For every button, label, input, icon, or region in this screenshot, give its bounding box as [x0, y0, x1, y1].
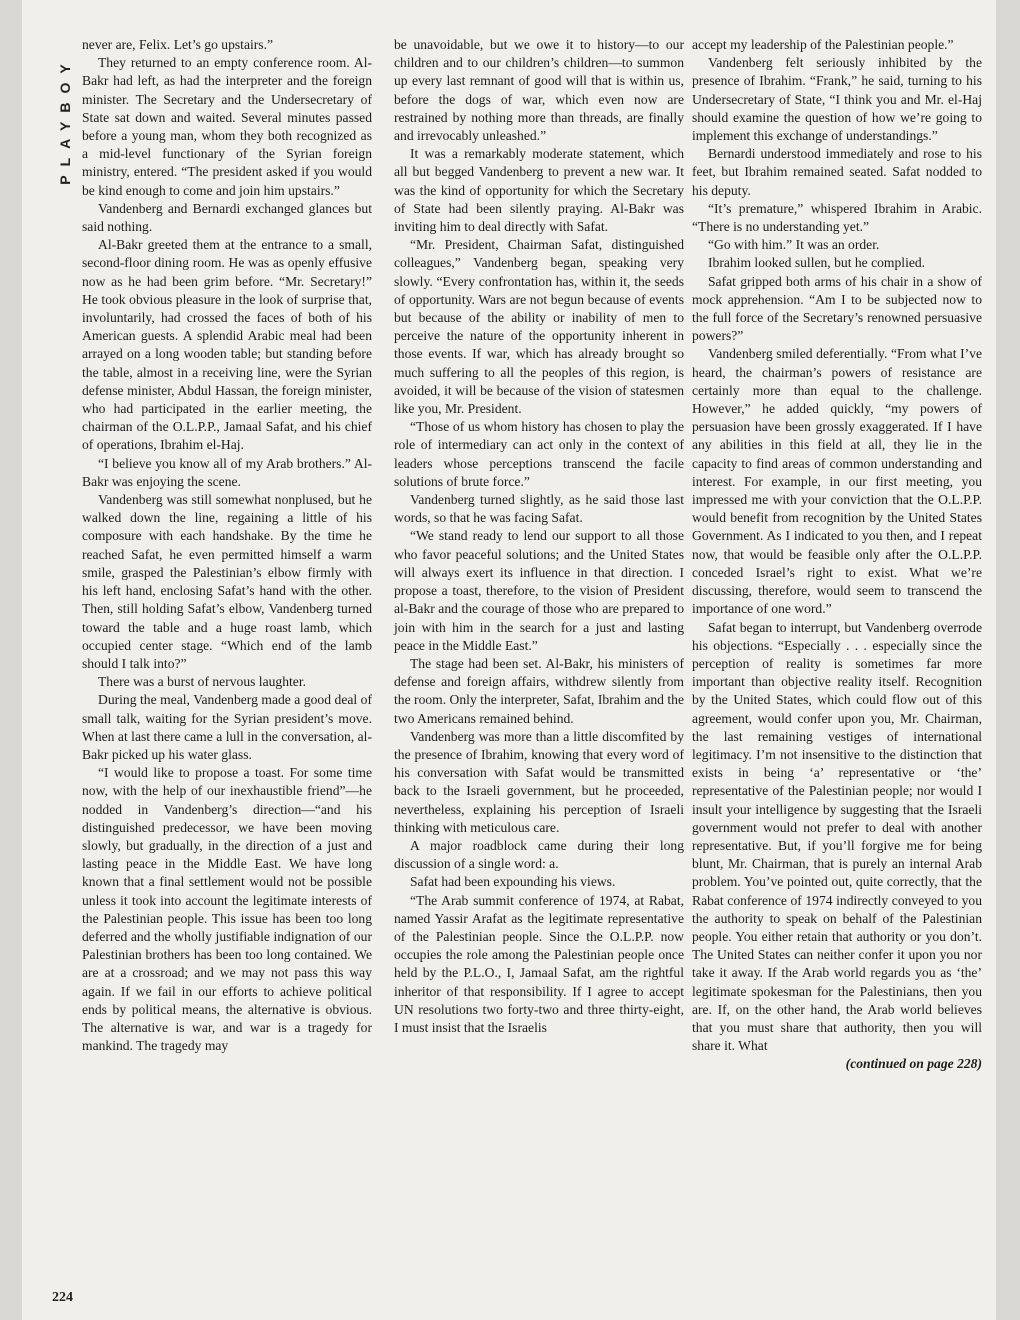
paragraph: Vandenberg felt seriously inhibited by the presence of Ibrahim. “Frank,” he said, turning to his Undersecretary of State, “I think you and Mr. el-Haj should examine the question of how we’re going to implement this exchange of understandings.” [692, 55, 982, 144]
paragraph: It was a remarkably moderate statement, which all but begged Vandenberg to prevent a new war. It was the kind of opportunity for which the Secretary of State had been silently praying. Al-Bakr was inviting him to deal directly with Safat. [394, 146, 684, 235]
paragraph: Safat gripped both arms of his chair in a show of mock apprehension. “Am I to be subjected now to the full force of the Secretary’s renowned persuasive powers?” [692, 273, 982, 344]
masthead [54, 40, 76, 200]
paragraph: They returned to an empty conference room. Al-Bakr had left, as had the interpreter and the foreign minister. The Secretary and the Undersecretary of State sat down and waited. Several minutes passed before a young man, whom they both recognized as a mid-level functionary of the Syrian foreign ministry, entered. “The president asked if you would be kind enough to come and join him upstairs.” [82, 55, 372, 198]
paragraph: “I believe you know all of my Arab brothers.” Al-Bakr was enjoying the scene. [82, 455, 372, 489]
page-number: 224 [52, 1290, 73, 1305]
magazine-page [22, 0, 996, 1320]
paragraph: Vandenberg was still somewhat nonplused, but he walked down the line, regaining a little of his composure with each handshake. By the time he reached Safat, he even permitted himself a warm smile, grasped the Palestinian’s elbow firmly with his left hand, enclosing Safat’s hand with the other. Then, still holding Safat’s elbow, Vandenberg turned toward the table and a huge roast lamb, which occupied center stage. “Which end of the lamb should I talk into?” [82, 492, 372, 671]
column-3 [692, 36, 982, 1074]
continuation-note: (continued on page 228) [845, 1056, 982, 1072]
paragraph: Vandenberg turned slightly, as he said those last words, so that he was facing Safat. [394, 492, 684, 526]
paragraph: “I would like to propose a toast. For some time now, with the help of our inexhaustible friend”—he nodded in Vandenberg’s direction—“and his distinguished predecessor, we have been moving slowly, but gradually, in the direction of a just and lasting peace in the Middle East. We have long known that a final settlement would not be possible unless it took into account the legitimate interests of the Palestinian people. This issue has been too long deferred and the wholly justifiable indignation of our Palestinian brothers has been too long contained. We are at a crossroad; and we may not pass this way again. If we fail in our efforts to achieve political ends by political means, the alternative is obvious. The alternative is war, and war is a tragedy for mankind. The tragedy may [82, 765, 372, 1054]
paragraph: “The Arab summit conference of 1974, at Rabat, named Yassir Arafat as the legitimate representative of the Palestinian people. Since the O.L.P.P. now occupies the role among the Palestinian people once held by the P.L.O., I, Jamaal Safat, am the rightful inheritor of that responsibility. If I agree to accept UN resolutions two forty-two and three thirty-eight, I must insist that the Israelis [394, 892, 684, 1035]
paragraph: Vandenberg and Bernardi exchanged glances but said nothing. [82, 200, 372, 235]
paragraph: Vandenberg was more than a little discomfited by the presence of Ibrahim, knowing that every word of his conversation with Safat would be transmitted back to the Israeli government, but he proceeded, nevertheless, explaining his perception of Israeli thinking with meticulous care. [394, 728, 684, 835]
paragraph: “Those of us whom history has chosen to play the role of intermediary can act only in the context of leaders whose perceptions transcend the facile solutions of brute force.” [394, 419, 684, 489]
paragraph: “We stand ready to lend our support to all those who favor peaceful solutions; and the United States will always exert its influence in that direction. I propose a toast, therefore, to the vision of President al-Bakr and the courage of those who are prepared to join with him in the search for a just and lasting peace in the Middle East.” [394, 528, 684, 653]
masthead-text: PLAYBOY [57, 55, 73, 185]
paragraph: A major roadblock came during their long discussion of a single word: a. [394, 837, 684, 872]
paragraph: “Go with him.” It was an order. [708, 237, 880, 253]
paragraph: There was a burst of nervous laughter. [98, 674, 306, 690]
paragraph: “Mr. President, Chairman Safat, distinguished colleagues,” Vandenberg began, speaking very slowly. “Every confrontation has, within it, the seeds of opportunity. Wars are not begun because of events but because of the ability or inability of men to perceive the nature of the opportunity inherent in those events. If war, which has already brought so much suffering to all the peoples of this region, is avoided, it will be because of the vision of statesmen like you, Mr. President. [394, 237, 684, 417]
paragraph: Ibrahim looked sullen, but he complied. [708, 255, 926, 271]
column-1 [82, 36, 372, 1055]
column-2 [394, 36, 684, 1037]
paragraph: Al-Bakr greeted them at the entrance to a small, second-floor dining room. He was as openly effusive now as he had been grim before. “Mr. Secretary!” He took obvious pleasure in the look of surprise that, involuntarily, had crossed the faces of both of his American guests. A splendid Arabic meal had been arrayed on a long wooden table; but standing before the table, almost in a receiving line, were the Syrian defense minister, Abdul Hassan, the foreign minister, who had participated in the earlier meeting, the chairman of the O.L.P.P., Jamaal Safat, and his chief of operations, Ibrahim el-Haj. [82, 237, 372, 453]
paragraph: Safat had been expounding his views. [410, 874, 616, 890]
paragraph: Vandenberg smiled deferentially. “From what I’ve heard, the chairman’s powers of resistance are certainly more than equal to the challenge. However,” he added quickly, “my powers of persuasion have been grossly exaggerated. If I have any abilities in this field at all, they lie in the capacity to find areas of common understanding and interest. For example, in our first meeting, you impressed me with your conviction that the O.L.P.P. would benefit from recognition by the United States Government. As I indicated to you then, and I repeat now, that would be feasible only after the O.L.P.P. conceded Israel’s right to exist. What we’re discussing, therefore, would seem to transcend the importance of one word.” [692, 346, 982, 617]
paragraph: never are, Felix. Let’s go upstairs.” [82, 37, 274, 52]
paragraph: “It’s premature,” whispered Ibrahim in Arabic. “There is no understanding yet.” [692, 200, 982, 235]
paragraph: accept my leadership of the Palestinian people.” [692, 37, 954, 52]
paragraph: be unavoidable, but we owe it to history—to our children and to our children’s children—to summon up every last remnant of good will that is within us, before the dogs of war, which even now are restrained by nothing more than threads, are finally and irrevocably unleashed.” [394, 37, 684, 144]
paragraph: The stage had been set. Al-Bakr, his ministers of defense and foreign affairs, withdrew silently from the room. Only the interpreter, Safat, Ibrahim and the two Americans remained behind. [394, 655, 684, 726]
paragraph: Safat began to interrupt, but Vandenberg overrode his objections. “Especially . . . especially since the perception of reality is sometimes far more important than objective reality itself. Recognition by the United States, which could flow out of this agreement, would confer upon you, Mr. Chairman, the last remaining vestiges of international legitimacy. I’m not insensitive to the distinction that exists in being ‘a’ representative or ‘the’ representative of the Palestinian people; nor would I insult your intelligence by suggesting that the Israeli government would not prefer to deal with another representative. But, if you’ll forgive me for being blunt, Mr. Chairman, that is purely an internal Arab problem. You’ve pointed out, quite correctly, that the Rabat conference of 1974 indirectly conveyed to you the authority to speak on behalf of the Palestinian people. You either retain that authority or you don’t. The United States can neither confer it upon you nor take it away. If the Arab world regards you as ‘the’ legitimate spokesman for the Palestinians, then you are. If, on the other hand, the Arab world believes that you must share that authority, then you will share it. What [692, 619, 982, 1054]
paragraph: During the meal, Vandenberg made a good deal of small talk, waiting for the Syrian president’s move. When at last there came a lull in the conversation, al-Bakr picked up his water glass. [82, 692, 372, 762]
paragraph: Bernardi understood immediately and rose to his feet, but Ibrahim remained seated. Safat nodded to his deputy. [692, 146, 982, 198]
